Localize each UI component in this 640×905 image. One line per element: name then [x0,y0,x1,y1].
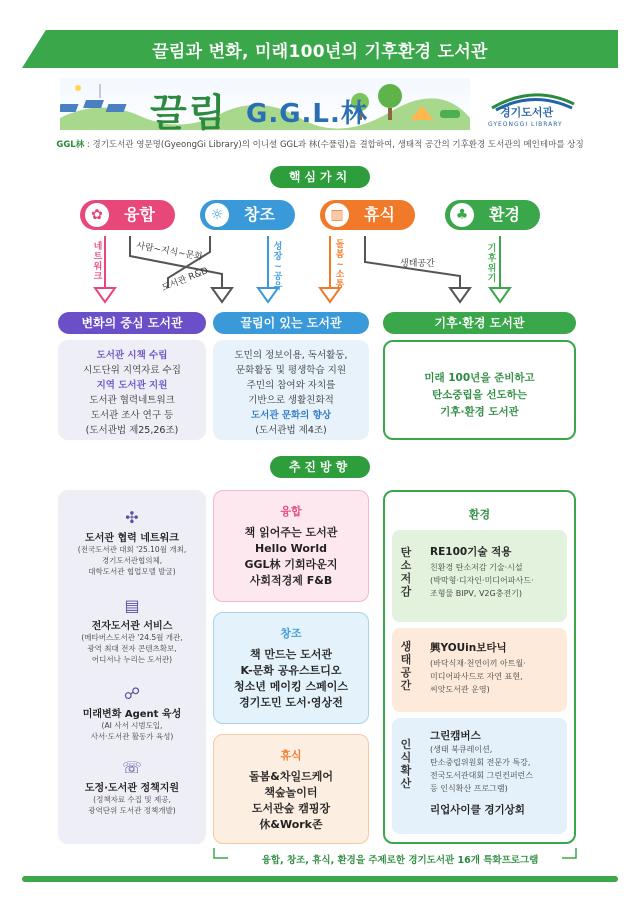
direction-policy-title: 도정·도서관 정책지원 [84,783,180,794]
directions-title: 추진방향 [270,456,370,478]
env-row-awareness-extra: 리업사이클 경기상회 [430,804,525,816]
program-rest-item: 도서관숲 캠핑장 [251,802,331,815]
flow-label-growth: 성장~공유 [273,242,283,292]
direction-agent-title: 미래변화 Agent 육성 [82,709,182,720]
intro-description [30,138,610,150]
pillar-climate-line: 미래 100년을 준비하고 [424,372,535,384]
pillar-attraction-title: 끌림이 있는 도서관 [213,312,369,334]
env-row-awareness-side: 인식확산 [400,738,412,790]
program-creation-item: 청소년 메이킹 스페이스 [234,680,348,693]
pillar-attraction-line: (도서관법 제4조) [255,425,327,436]
footer-summary: 융합, 창조, 휴식, 환경을 주제로한 경기도서관 16개 특화프로그램 [261,855,539,866]
env-row-awareness-desc: 전국도서관대회 그린컨퍼런스 [430,771,534,780]
pillar-change-line: 도서관 협력네트워크 [89,395,175,406]
program-creation-box [213,612,369,724]
program-rest-item: 休&Work존 [259,818,323,831]
program-rest-item: 돌봄&차일드케어 [249,770,333,783]
env-row-carbon-desc: 친환경 탄소저감 기술·시설 [430,563,523,572]
flow-label-network: 네트워크 [93,242,103,282]
value-environment [445,200,540,230]
program-fusion-item: 사회적경제 F&B [249,574,333,587]
direction-network-desc: 대학도서관 협업모델 발굴) [88,567,176,576]
pillar-change-line: (도서관법 제25,26조) [85,425,179,436]
program-fusion-item: 책 읽어주는 도서관 [244,526,338,539]
env-row-eco-desc: 씨앗도서관 운영) [430,685,490,694]
pillar-change-line: 도서관 조사 연구 등 [90,410,174,421]
page-title: 끌림과 변화, 미래100년의 기후환경 도서관 [152,42,488,62]
e-book-icon: ▤ [124,596,140,615]
direction-e-library-desc: 어디서나 누리는 도서관) [91,655,173,664]
pillar-attraction-line: 문화활동 및 평생학습 지원 [235,365,346,376]
direction-e-library [58,596,206,665]
ai-agent-icon: ☍ [123,684,141,703]
pillar-climate-line: 탄소중립을 선도하는 [432,389,527,401]
program-fusion-item: Hello World [255,542,327,555]
pillar-climate-line: 기후·환경 도서관 [440,406,519,418]
pillar-change-line: 시도단위 지역자료 수집 [83,365,181,376]
lightbulb-icon: ☼ [205,203,229,227]
direction-e-library-desc: 광역 최대 전자 콘텐츠확보, [87,644,177,653]
program-rest-box [213,734,369,844]
env-row-carbon-side: 탄소저감 [400,546,412,598]
value-fusion [80,200,175,230]
program-creation-title: 창조 [280,627,302,640]
core-values-title: 핵심가치 [270,166,370,188]
direction-network-desc: 경기도서관협의체, [101,556,163,565]
program-fusion-box [213,490,369,602]
intro-text: : 경기도서관 영문명(GyeongGi Library)의 이니셜 GGL과 林(수풀림)을 결합하여, 생태적 공간의 기후환경 도서관의 메인테마를 상징 [84,140,584,150]
env-row-awareness-desc: 탄소중립위원회 전문가 특강, [430,758,531,767]
flow-label-knowledge: 사람~지식~문화 [135,241,204,263]
value-creation-label: 창조 [244,205,275,224]
env-row-carbon-desc: (박막형·디자인·미디어파사드· [430,576,534,585]
book-icon: ▥ [325,203,349,227]
flow-label-climate: 기후위기 [487,244,497,284]
env-row-eco-head: 興YOUin보타닉 [430,642,507,654]
logo-text: 경기도서관 [500,106,554,119]
pillar-change-title: 변화의 중심 도서관 [58,312,206,334]
flow-label-care: 돌봄~소통 [335,240,345,290]
pillar-attraction-line: 도민의 정보이용, 독서활동, [234,350,348,361]
env-row-eco-desc: (바닥식재·천연이끼 아트월· [430,659,526,668]
direction-agent [58,684,206,742]
env-row-carbon [392,530,567,622]
direction-e-library-title: 전자도서관 서비스 [91,621,173,632]
pillar-climate-title: 기후·환경 도서관 [383,312,576,334]
env-row-carbon-head: RE100기술 적용 [430,546,512,558]
pillar-attraction-line: 주민의 참여와 자치를 [246,380,336,391]
env-row-awareness-desc: 등 인식확산 프로그램) [430,784,508,793]
direction-agent-desc: (AI 사서 시범도입, [101,721,163,730]
pillar-change-box [58,340,206,440]
env-row-awareness-head: 그린캠버스 [430,730,481,742]
network-icon: ✣ [125,508,139,527]
direction-e-library-desc: (메타버스도서관 '24.5월 개관, [81,633,183,642]
bottom-accent-bar [22,876,618,882]
program-creation-item: K-문화 공유스트디오 [240,664,342,677]
env-row-eco [392,628,567,712]
brand-latin-title: G.G.L.林 [246,99,368,129]
direction-network-desc: (전국도서관 대회 '25.10월 개최, [77,545,187,554]
env-row-eco-desc: 미디어파사드로 자연 표현, [430,672,523,681]
program-creation-item: 경기도민 도서·영상전 [239,696,343,709]
logo-subtext: GYEONGGI LIBRARY [488,121,563,128]
brand-korean-title: 끌림 [150,91,228,135]
value-rest [320,200,415,230]
program-fusion-item: GGL林 기회라운지 [244,558,338,571]
direction-policy-desc: (정책자료 수집 및 제공, [93,795,171,804]
pillar-attraction-line: 도서관 문화의 향상 [250,410,332,421]
program-environment-title: 환경 [468,508,491,521]
program-creation-item: 책 만드는 도서관 [249,648,333,661]
program-fusion-title: 융합 [280,505,302,518]
value-environment-label: 환경 [489,205,520,224]
flow-label-rnd: 도서관 R&D [160,266,210,294]
pillar-attraction-box [213,340,369,440]
handshake-icon: ☏ [121,758,142,777]
env-row-awareness [392,718,567,834]
flow-label-eco-space: 생태공간 [400,259,435,269]
value-creation [200,200,295,230]
plant-hand-icon: ♣ [450,203,474,227]
program-rest-title: 휴식 [280,749,302,762]
hexagon-cluster-icon: ✿ [85,203,109,227]
direction-policy [58,758,206,816]
program-rest-item: 책숲놀이터 [264,786,318,799]
pillar-change-line: 지역 도서관 지원 [96,380,168,391]
env-row-awareness-desc: (생태 북큐레이션, [430,745,493,754]
intro-lead: GGL林 [56,140,85,150]
env-row-eco-side: 생태공간 [400,640,412,692]
env-row-carbon-desc: 조형물 BIPV, V2G충전기) [430,589,523,598]
value-rest-label: 휴식 [364,205,395,224]
direction-policy-desc: 광역단위 도서관 정책개발) [88,806,176,815]
direction-agent-desc: 사서·도서관 활동가 육성) [90,732,174,741]
value-fusion-label: 융합 [124,205,155,224]
pillar-change-line: 도서관 시책 수립 [96,350,168,361]
pillar-attraction-line: 기반으로 생활친화적 [248,395,334,406]
pillar-climate-box [383,340,576,440]
direction-network-title: 도서관 협력 네트워크 [85,533,179,544]
direction-network [58,508,206,577]
